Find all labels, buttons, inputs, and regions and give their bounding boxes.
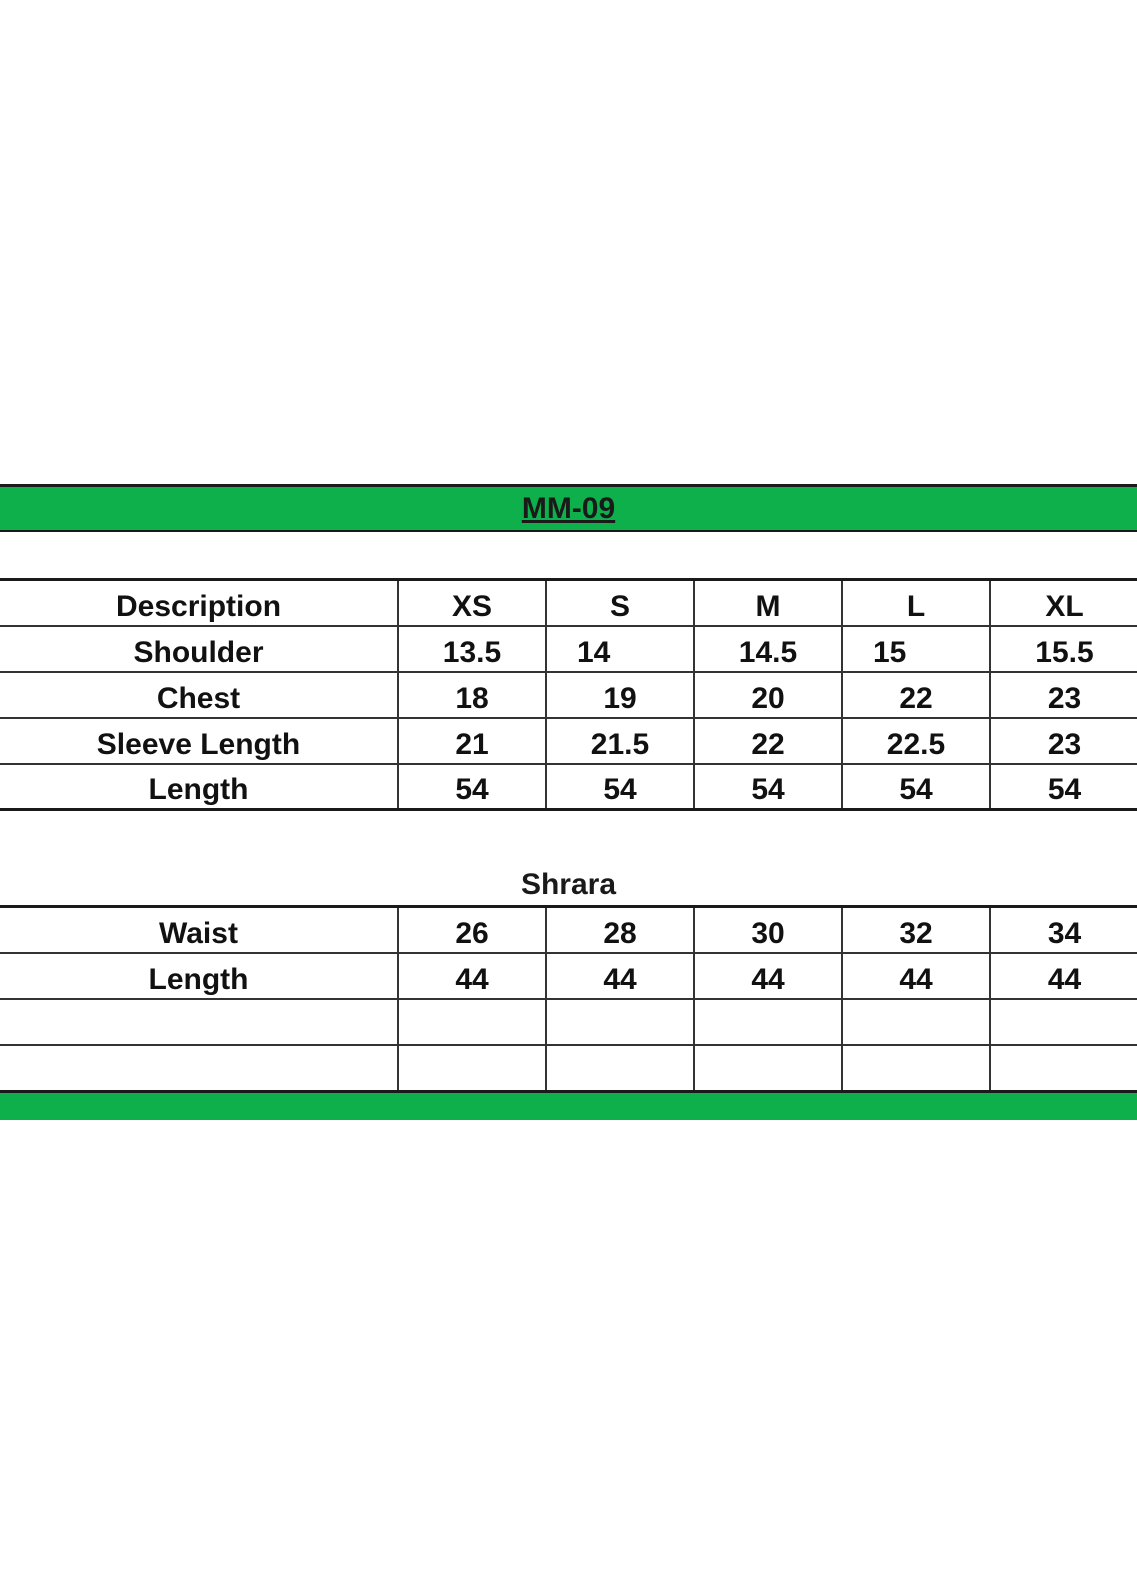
header-cell: Description (0, 580, 398, 626)
table-cell: 22 (694, 718, 842, 764)
table-cell (842, 999, 990, 1045)
row-label: Sleeve Length (0, 718, 398, 764)
table-row (0, 764, 1137, 810)
table-cell: 54 (694, 764, 842, 810)
table-cell: 14.5 (694, 626, 842, 672)
table-cell (842, 1045, 990, 1091)
table-header-row (0, 580, 1137, 626)
table-cell: 21.5 (546, 718, 694, 764)
table-cell (398, 999, 546, 1045)
table-cell: 34 (990, 907, 1137, 953)
table-row (0, 672, 1137, 718)
table-cell (694, 999, 842, 1045)
table-cell: 18 (398, 672, 546, 718)
table-cell (0, 999, 398, 1045)
table-cell: 23 (990, 718, 1137, 764)
table-cell: 54 (990, 764, 1137, 810)
table-row (0, 718, 1137, 764)
table-cell: 14 (546, 626, 694, 672)
table-row (0, 999, 1137, 1045)
table-cell: 44 (546, 953, 694, 999)
header-cell: XL (990, 580, 1137, 626)
table-cell (694, 1045, 842, 1091)
row-label: Length (0, 953, 398, 999)
row-label: Chest (0, 672, 398, 718)
table-cell: 22 (842, 672, 990, 718)
table-cell: 44 (694, 953, 842, 999)
table-cell: 54 (842, 764, 990, 810)
shrara-title: Shrara (520, 868, 617, 901)
table-cell: 20 (694, 672, 842, 718)
table-cell: 21 (398, 718, 546, 764)
row-label: Shoulder (0, 626, 398, 672)
header-cell: L (842, 580, 990, 626)
table-cell: 15 (842, 626, 990, 672)
row-label: Length (0, 764, 398, 810)
table-cell (546, 999, 694, 1045)
header-cell: S (546, 580, 694, 626)
table-cell: 30 (694, 907, 842, 953)
size-chart-table (0, 578, 1137, 811)
table-cell: 44 (842, 953, 990, 999)
table-row (0, 953, 1137, 999)
table-cell (990, 1045, 1137, 1091)
table-cell: 54 (398, 764, 546, 810)
chart-title: MM-09 (521, 492, 616, 525)
table-cell: 26 (398, 907, 546, 953)
table-cell (990, 999, 1137, 1045)
table-cell: 13.5 (398, 626, 546, 672)
header-cell: M (694, 580, 842, 626)
row-label: Waist (0, 907, 398, 953)
table-cell: 44 (990, 953, 1137, 999)
table-cell (546, 1045, 694, 1091)
table-cell: 44 (398, 953, 546, 999)
table-cell (0, 1045, 398, 1091)
table-cell (398, 1045, 546, 1091)
table-cell: 32 (842, 907, 990, 953)
shrara-table (0, 905, 1137, 1092)
table-cell: 19 (546, 672, 694, 718)
table-cell: 28 (546, 907, 694, 953)
table-cell: 23 (990, 672, 1137, 718)
table-row (0, 626, 1137, 672)
table-cell: 54 (546, 764, 694, 810)
table-cell: 22.5 (842, 718, 990, 764)
header-cell: XS (398, 580, 546, 626)
table-row (0, 1045, 1137, 1091)
table-cell: 15.5 (990, 626, 1137, 672)
table-row (0, 907, 1137, 953)
footer-banner (0, 1090, 1137, 1120)
